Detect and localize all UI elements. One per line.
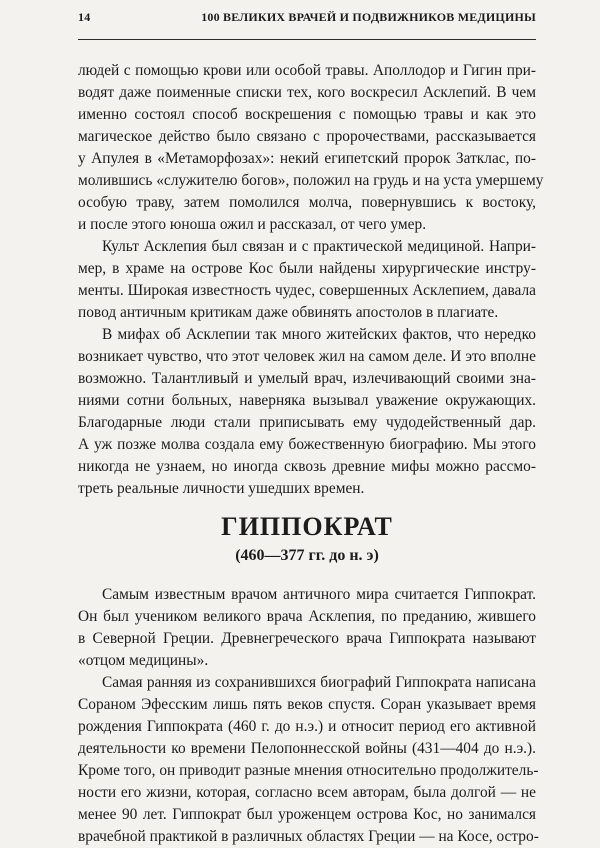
- text-line: никогда не узнаем, но иногда сквозь древние мифы можно рассмо-: [78, 458, 536, 475]
- text-line: магическое действо было связано с пророчествами, рассказывается: [78, 128, 536, 145]
- text-line: ности его жизни, которая, согласно всем авторам, была долгой — не: [78, 784, 536, 801]
- text-line: возможно. Талантливый и умелый врач, излечивающий своими зна-: [78, 370, 536, 387]
- text-line: именно состоял способ воскрешения с помощью травы и как это: [78, 106, 536, 123]
- paragraph: [78, 236, 536, 324]
- text-line: Он был учеником великого врача Асклепия, по преданию, жившего: [78, 608, 536, 625]
- text-line: водят даже поименные списки тех, кого воскресил Асклепий. В чем: [78, 84, 536, 101]
- text-line: рождения Гиппократа (460 г. до н.э.) и относит период его активной: [78, 718, 536, 735]
- body-text: [78, 60, 544, 848]
- text-after-section: [78, 584, 539, 848]
- header-rule: [78, 39, 536, 40]
- text-line: деятельности ко времени Пелопоннесской войны (431—404 до н.э.).: [78, 740, 536, 757]
- text-line: «отцом медицины».: [78, 652, 209, 669]
- text-line: ниями сотни больных, наверняка вызывал уважение окружающих.: [78, 392, 536, 409]
- paragraph: [78, 584, 536, 672]
- text-line: Сораном Эфесским лишь пять веков спустя. Соран указывает время: [78, 696, 536, 713]
- text-line: в Северной Греции. Древнегреческого врача Гиппократа называют: [78, 630, 536, 647]
- text-before-section: [78, 60, 544, 500]
- text-line: особую траву, затем помолился молча, повернувшись к востоку,: [78, 194, 536, 211]
- paragraph: [78, 324, 536, 500]
- paragraph: [78, 60, 544, 236]
- text-line: Самая ранняя из сохранившихся биографий Гиппократа написана: [102, 674, 536, 691]
- text-line: и после этого юноша ожил и рассказал, от чего умер.: [78, 216, 427, 233]
- text-line: повод античным критикам даже обвинять апостолов в плагиате.: [78, 304, 499, 321]
- text-line: менее 90 лет. Гиппократ был уроженцем острова Кос, но занимался: [78, 806, 536, 823]
- running-header: [78, 10, 536, 25]
- text-line: мер, в храме на острове Кос были найдены хирургические инстру-: [78, 260, 536, 277]
- text-line: менты. Широкая известность чудес, совершенных Асклепием, давала: [78, 282, 536, 299]
- text-line: врачебной практикой в различных областях Греции — на Косе, остро-: [78, 828, 539, 845]
- text-line: у Апулея в «Метаморфозах»: некий египетский пророк Затклас, по-: [78, 150, 536, 167]
- text-line: А уж позже молва создала ему божественную биографию. Мы этого: [78, 436, 536, 453]
- section-dates: (460—377 гг. до н. э): [235, 547, 379, 564]
- text-line: Кроме того, он приводит разные мнения относительно продолжитель-: [78, 762, 539, 779]
- text-line: людей с помощью крови или особой травы. Аполлодор и Гигин при-: [78, 62, 536, 79]
- text-line: треть реальные личности ушедших времен.: [78, 480, 365, 497]
- text-line: Самым известным врачом античного мира считается Гиппократ.: [102, 586, 536, 603]
- text-line: возникает чувство, что этот человек жил на самом деле. И это вполне: [78, 348, 536, 365]
- page-number: 14: [78, 10, 91, 24]
- running-title: 100 ВЕЛИКИХ ВРАЧЕЙ И ПОДВИЖНИКОВ МЕДИЦИНЫ: [201, 10, 536, 24]
- text-line: молившись «служителю богов», положил на грудь и на уста умершему: [78, 172, 544, 189]
- paragraph: [78, 672, 539, 848]
- text-line: В мифах об Асклепии так много житейских фактов, что нередко: [102, 326, 536, 343]
- section-title: ГИППОКРАТ: [221, 512, 393, 541]
- text-line: Культ Асклепия был связан и с практической медициной. Напри-: [102, 238, 536, 255]
- text-line: Благодарные люди стали приписывать ему чудодейственный дар.: [78, 414, 536, 431]
